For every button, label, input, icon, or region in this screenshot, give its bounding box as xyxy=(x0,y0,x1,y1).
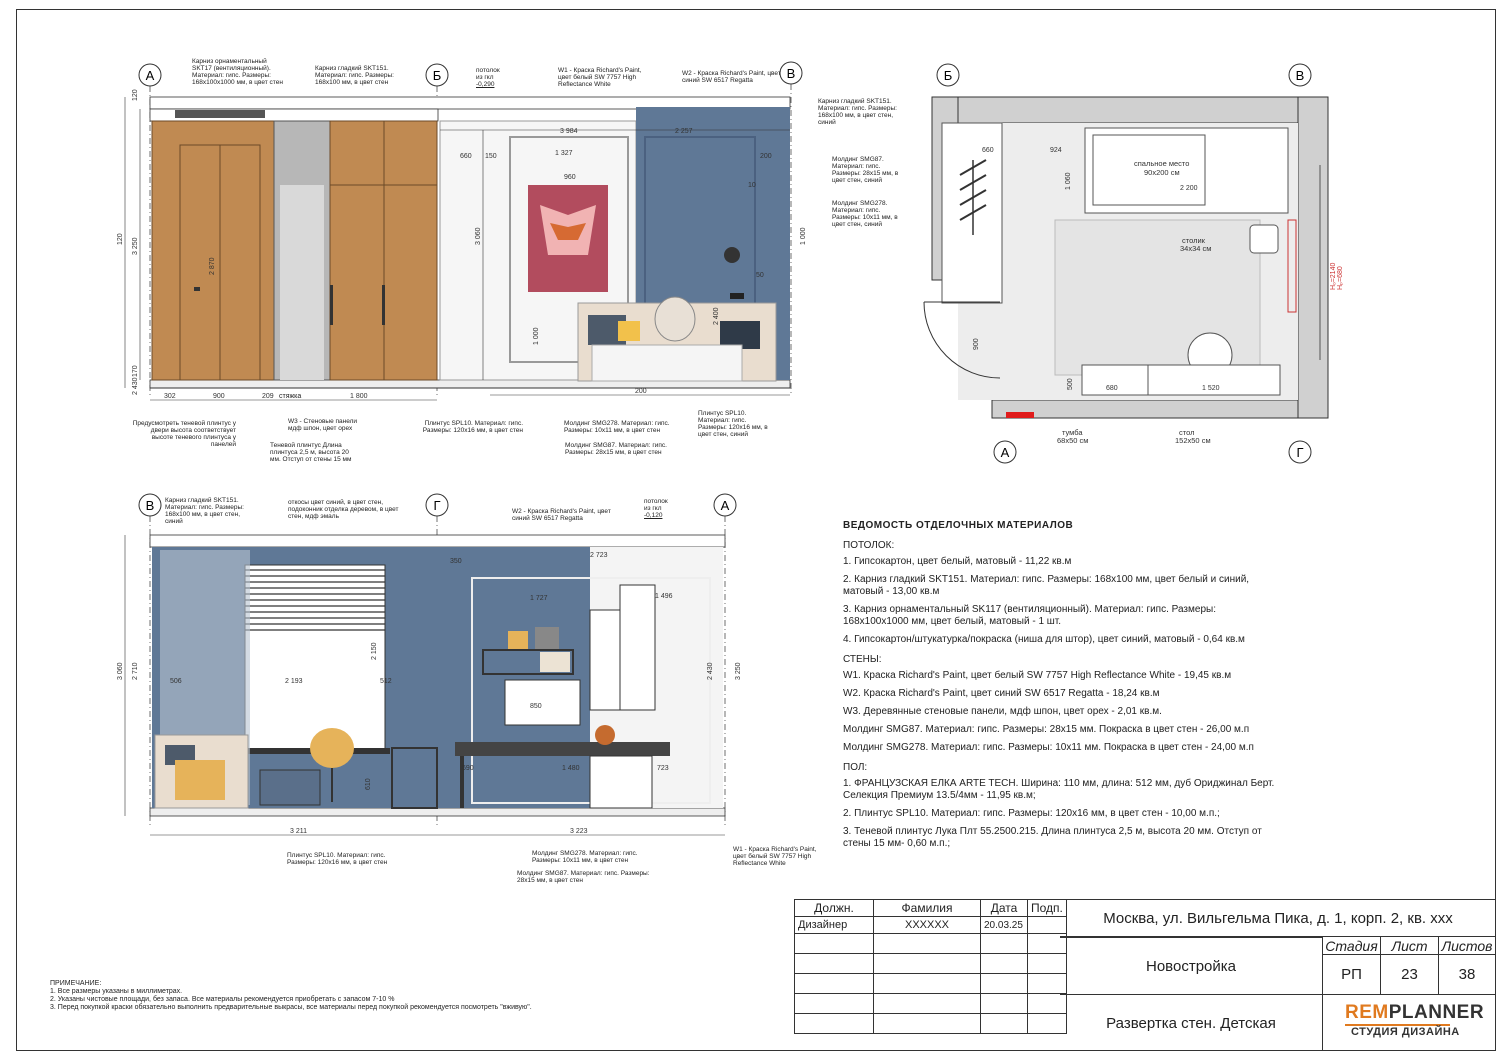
note-plinth-spl10-right: Плинтус SPL10. Материал: гипс. Размеры: 120х16 мм, в цвет стен, синий xyxy=(698,410,768,438)
note2-molding278: Молдинг SMG278. Материал: гипс. Размеры: 10х11 мм, в цвет стен xyxy=(532,850,638,864)
svg-text:2 400: 2 400 xyxy=(713,307,720,325)
svg-text:тумба: тумба xyxy=(1062,428,1083,437)
floor-plan xyxy=(920,60,1344,470)
legend-wall-4: Молдинг SMG87. Материал: гипс. Размеры: 28х15 мм. Покраска в цвет стен - 26,00 м.п xyxy=(843,724,1250,735)
svg-text:3 211: 3 211 xyxy=(290,828,307,835)
svg-text:1 000: 1 000 xyxy=(533,327,540,345)
svg-text:302: 302 xyxy=(164,393,176,400)
svg-text:Нₒ=2140: Нₒ=2140 xyxy=(1330,262,1337,290)
axis2-g xyxy=(426,494,448,516)
legend-ceiling-4: 4. Гипсокартон/штукатурка/покраска (ниша для штор), цвет синий, матовый - 0,64 кв.м xyxy=(843,634,1245,645)
axis-marker-v xyxy=(780,62,802,84)
plan-axis-b xyxy=(937,64,959,86)
legend-floor-3: 3. Теневой плинтус Лука Плт 55.2500.215. Длина плинтуса 2,5 м, высота 20 мм. Отступ от стены 15 мм- 0,60 м.п.; xyxy=(843,826,1262,849)
svg-text:3 223: 3 223 xyxy=(570,828,588,835)
note-item-3: 3. Перед покупкой краски обязательно выполнить предварительные выкрасы, все материалы перед покупкой рекомендуется посмотреть "вживую". xyxy=(50,1004,532,1011)
axis2-a xyxy=(714,494,736,516)
note-w2: W2 - Краска Richard's Paint, цвет синий SW 6517 Regatta xyxy=(682,70,781,84)
svg-text:152х50 см: 152х50 см xyxy=(1175,436,1211,445)
title-block xyxy=(794,899,1496,1051)
svg-text:Г: Г xyxy=(433,498,441,513)
svg-text:350: 350 xyxy=(450,558,462,565)
elevation-bottom xyxy=(100,490,760,890)
svg-text:200: 200 xyxy=(635,388,647,395)
remplanner-logo xyxy=(1322,995,1497,1051)
sheets-value: 38 xyxy=(1438,955,1496,995)
svg-text:столик: столик xyxy=(1182,236,1205,245)
monitor xyxy=(505,680,580,725)
plan-axis-g xyxy=(1289,441,1311,463)
note2-molding87: Молдинг SMG87. Материал: гипс. Размеры: 28х15 мм, в цвет стен xyxy=(517,870,650,884)
svg-text:90х200 см: 90х200 см xyxy=(1144,168,1180,177)
window xyxy=(245,565,385,750)
note2-w1: W1 - Краска Richard's Paint, цвет белый SW 7757 High Reflectance White xyxy=(733,846,817,867)
object-type: Новостройка xyxy=(1060,937,1322,995)
chair xyxy=(310,728,354,768)
svg-text:1 000: 1 000 xyxy=(800,227,807,245)
axis-marker-a xyxy=(139,64,161,86)
materials-legend xyxy=(843,520,1283,856)
svg-text:10: 10 xyxy=(748,182,756,189)
plan-stool xyxy=(1250,225,1278,253)
svg-text:506: 506 xyxy=(170,678,182,685)
position-value: Дизайнер xyxy=(795,917,874,934)
svg-text:850: 850 xyxy=(530,703,542,710)
legend-ceiling-2: 2. Карниз гладкий SKT151. Материал: гипс. Размеры: 168х100 мм, цвет белый и синий, матовый - 13,00 кв.м xyxy=(843,574,1250,597)
svg-text:610: 610 xyxy=(365,778,372,790)
svg-text:3 250: 3 250 xyxy=(735,662,742,680)
svg-text:2 430: 2 430 xyxy=(707,662,714,680)
svg-text:150: 150 xyxy=(485,153,497,160)
svg-text:960: 960 xyxy=(564,174,576,181)
legend-wall-1: W1. Краска Richard's Paint, цвет белый SW 7757 High Reflectance White - 19,45 кв.м xyxy=(843,670,1232,681)
note2-slopes: откосы цвет синий, в цвет стен, подоконник отделка деревом, в цвет стен, мдф эмаль xyxy=(288,499,399,520)
plan-axis-a xyxy=(994,441,1016,463)
svg-text:2 723: 2 723 xyxy=(590,552,608,559)
note-cornice-ornament: Карниз орнаментальный SKT17 (вентиляционный). Материал: гипс. Размеры: 168х100х1000 мм, в цвет стен xyxy=(192,58,283,86)
svg-text:А: А xyxy=(145,68,155,83)
legend-ceiling-3: 3. Карниз орнаментальный SK117 (вентиляционный). Материал: гипс. Размеры: 168х100х1000 мм, цвет белый, матовый - 1 шт. xyxy=(843,604,1216,627)
legend-wall-3: W3. Деревянные стеновые панели, мдф шпон, цвет орех - 2,01 кв.м. xyxy=(843,706,1162,717)
sheet-title: Развертка стен. Детская xyxy=(1106,1014,1276,1032)
svg-text:200: 200 xyxy=(760,153,772,160)
svg-text:А: А xyxy=(720,498,730,513)
sheet-label: Лист xyxy=(1380,937,1438,955)
svg-text:1 727: 1 727 xyxy=(530,595,548,602)
svg-text:А: А xyxy=(1000,445,1010,460)
legend-title: ВЕДОМОСТЬ ОТДЕЛОЧНЫХ МАТЕРИАЛОВ xyxy=(843,520,1074,531)
note-screed: стяжка xyxy=(279,393,302,400)
svg-text:В: В xyxy=(1295,68,1305,83)
col-position: Должн. xyxy=(795,900,874,917)
note-plinth-spl10: Плинтус SPL10. Материал: гипс. Размеры: 120х16 мм, в цвет стен xyxy=(422,420,523,434)
svg-text:1 480: 1 480 xyxy=(562,765,580,772)
note-cornice-smooth-right: Карниз гладкий SKT151. Материал: гипс. Размеры: 168х100 мм, в цвет стен, синий xyxy=(818,98,897,126)
note-shadow-plinth: Теневой плинтус Длина плинтуса 2,5 м, высота 20 мм. Отступ от стены 15 мм xyxy=(270,442,352,463)
svg-text:680: 680 xyxy=(1106,385,1118,392)
note2-ceiling xyxy=(644,498,668,519)
ceiling2-label: потолок из гкл xyxy=(644,498,668,512)
svg-text:Б: Б xyxy=(432,68,442,83)
note-item-1: 1. Все размеры указаны в миллиметрах. xyxy=(50,988,183,995)
col-name: Фамилия xyxy=(874,900,981,917)
svg-text:Б: Б xyxy=(943,68,953,83)
name-value: XXXXXX xyxy=(874,917,981,934)
notes-block xyxy=(50,980,670,1012)
col-sign: Подп. xyxy=(1028,900,1067,917)
svg-text:Нₚ=680: Нₚ=680 xyxy=(1337,266,1344,290)
sheet-value: 23 xyxy=(1380,955,1438,995)
plan-axis-v xyxy=(1289,64,1311,86)
note-molding278-b: Молдинг SMG278. Материал: гипс. Размеры: 10х11 мм, в цвет стен xyxy=(564,420,670,434)
note-molding87: Молдинг SMG87. Материал: гипс. Размеры: 28х15 мм, в цвет стен, синий xyxy=(832,156,899,184)
svg-text:120: 120 xyxy=(117,233,124,245)
note-w3: W3 - Стеновые панели мдф шпон, цвет орех xyxy=(288,418,358,432)
svg-text:В: В xyxy=(786,66,796,81)
svg-text:68х50 см: 68х50 см xyxy=(1057,436,1089,445)
svg-text:2 430: 2 430 xyxy=(132,377,139,395)
svg-text:900: 900 xyxy=(973,338,980,350)
logo-subtitle: СТУДИЯ ДИЗАЙНА xyxy=(1351,1026,1460,1038)
note-molding87-b: Молдинг SMG87. Материал: гипс. Размеры: 28х15 мм, в цвет стен xyxy=(565,442,667,456)
note2-plinth: Плинтус SPL10. Материал: гипс. Размеры: 120х16 мм, в цвет стен xyxy=(287,852,388,866)
date-value: 20.03.25 xyxy=(981,917,1028,934)
svg-text:1 800: 1 800 xyxy=(350,393,368,400)
stage-label: Стадия xyxy=(1322,937,1380,955)
logo-rem: REM xyxy=(1345,1002,1389,1023)
sheets-label: Листов xyxy=(1438,937,1496,955)
svg-text:500: 500 xyxy=(1067,378,1074,390)
legend-wall-2: W2. Краска Richard's Paint, цвет синий SW 6517 Regatta - 18,24 кв.м xyxy=(843,688,1160,699)
note-molding278: Молдинг SMG278. Материал: гипс. Размеры: 10х11 мм, в цвет стен, синий xyxy=(832,200,898,228)
svg-text:3 250: 3 250 xyxy=(132,237,139,255)
svg-text:34х34 см: 34х34 см xyxy=(1180,244,1212,253)
ceiling-level-label: потолок из гкл xyxy=(476,67,500,81)
legend-ceiling-title: ПОТОЛОК: xyxy=(843,540,895,551)
note-item-2: 2. Указаны чистовые площади, без запаса. Все материалы рекомендуется приобретать с запасом 7-10 % xyxy=(50,996,395,1003)
svg-text:209: 209 xyxy=(262,393,274,400)
legend-ceiling-1: 1. Гипсокартон, цвет белый, матовый - 11,22 кв.м xyxy=(843,556,1072,567)
svg-text:1 520: 1 520 xyxy=(1202,385,1220,392)
stage-value: РП xyxy=(1322,955,1380,995)
note-cornice-smooth: Карниз гладкий SKT151. Материал: гипс. Размеры: 168х100 мм, в цвет стен xyxy=(315,65,394,86)
axis2-v xyxy=(139,494,161,516)
svg-text:1 327: 1 327 xyxy=(555,150,573,157)
ceiling2-value: -0,120 xyxy=(644,512,663,519)
svg-text:170: 170 xyxy=(132,365,139,377)
wood-wall-panel xyxy=(152,121,274,380)
note-ceiling-level xyxy=(476,67,500,88)
svg-text:660: 660 xyxy=(982,147,994,154)
legend-walls-title: СТЕНЫ: xyxy=(843,654,882,665)
svg-text:690: 690 xyxy=(462,765,474,772)
note2-w2: W2 - Краска Richard's Paint, цвет синий SW 6517 Regatta xyxy=(512,508,611,522)
legend-floor-title: ПОЛ: xyxy=(843,762,868,773)
svg-text:2 870: 2 870 xyxy=(209,257,216,275)
svg-text:стол: стол xyxy=(1179,428,1195,437)
note-shadow-plinth-door: Предусмотреть теневой плинтус у двери высота соответствует высоте теневого плинтуса у панелей xyxy=(132,420,236,448)
svg-text:50: 50 xyxy=(756,272,764,279)
svg-text:2 710: 2 710 xyxy=(132,662,139,680)
desk xyxy=(455,742,670,756)
svg-text:спальное место: спальное место xyxy=(1134,159,1190,168)
svg-text:2 257: 2 257 xyxy=(675,128,693,135)
svg-text:2 150: 2 150 xyxy=(371,642,378,660)
svg-text:512: 512 xyxy=(380,678,392,685)
svg-text:660: 660 xyxy=(460,153,472,160)
ceiling-level-value: -0,290 xyxy=(476,81,495,88)
project-address: Москва, ул. Вильгельма Пика, д. 1, корп. 2, кв. xxx xyxy=(1060,899,1496,937)
svg-text:3 984: 3 984 xyxy=(560,128,578,135)
svg-text:900: 900 xyxy=(213,393,225,400)
logo-planner: PLANNER xyxy=(1388,1002,1485,1023)
svg-text:924: 924 xyxy=(1050,147,1062,154)
svg-text:В: В xyxy=(145,498,155,513)
notes-title: ПРИМЕЧАНИЕ: xyxy=(50,980,102,987)
axis-marker-b xyxy=(426,64,448,86)
svg-text:3 060: 3 060 xyxy=(117,662,124,680)
col-date: Дата xyxy=(981,900,1028,917)
svg-text:723: 723 xyxy=(657,765,669,772)
svg-text:1 060: 1 060 xyxy=(1065,172,1072,190)
svg-text:2 193: 2 193 xyxy=(285,678,303,685)
note-w1: W1 - Краска Richard's Paint, цвет белый SW 7757 High Reflectance White xyxy=(558,67,642,88)
svg-text:3 060: 3 060 xyxy=(475,227,482,245)
svg-text:120: 120 xyxy=(132,89,139,101)
legend-floor-1: 1. ФРАНЦУЗСКАЯ ЕЛКА ARTE TECH. Ширина: 110 мм, длина: 512 мм, дуб Ориджинал Берт. Селекция Премиум 13.5/4мм - 11,95 кв.м; xyxy=(843,778,1275,801)
svg-text:Г: Г xyxy=(1296,445,1304,460)
svg-text:2 200: 2 200 xyxy=(1180,185,1198,192)
svg-text:1 496: 1 496 xyxy=(655,593,673,600)
note2-cornice: Карниз гладкий SKT151. Материал: гипс. Размеры: 168х100 мм, в цвет стен, синий xyxy=(165,497,244,525)
vent-cornice xyxy=(175,110,265,118)
legend-wall-5: Молдинг SMG278. Материал: гипс. Размеры: 10х11 мм. Покраска в цвет стен - 24,00 м.п xyxy=(843,742,1254,753)
legend-floor-2: 2. Плинтус SPL10. Материал: гипс. Размеры: 120х16 мм, в цвет стен - 10,00 м.п.; xyxy=(843,808,1220,819)
signature-table xyxy=(794,899,1067,1034)
wardrobe-2 xyxy=(620,585,655,710)
